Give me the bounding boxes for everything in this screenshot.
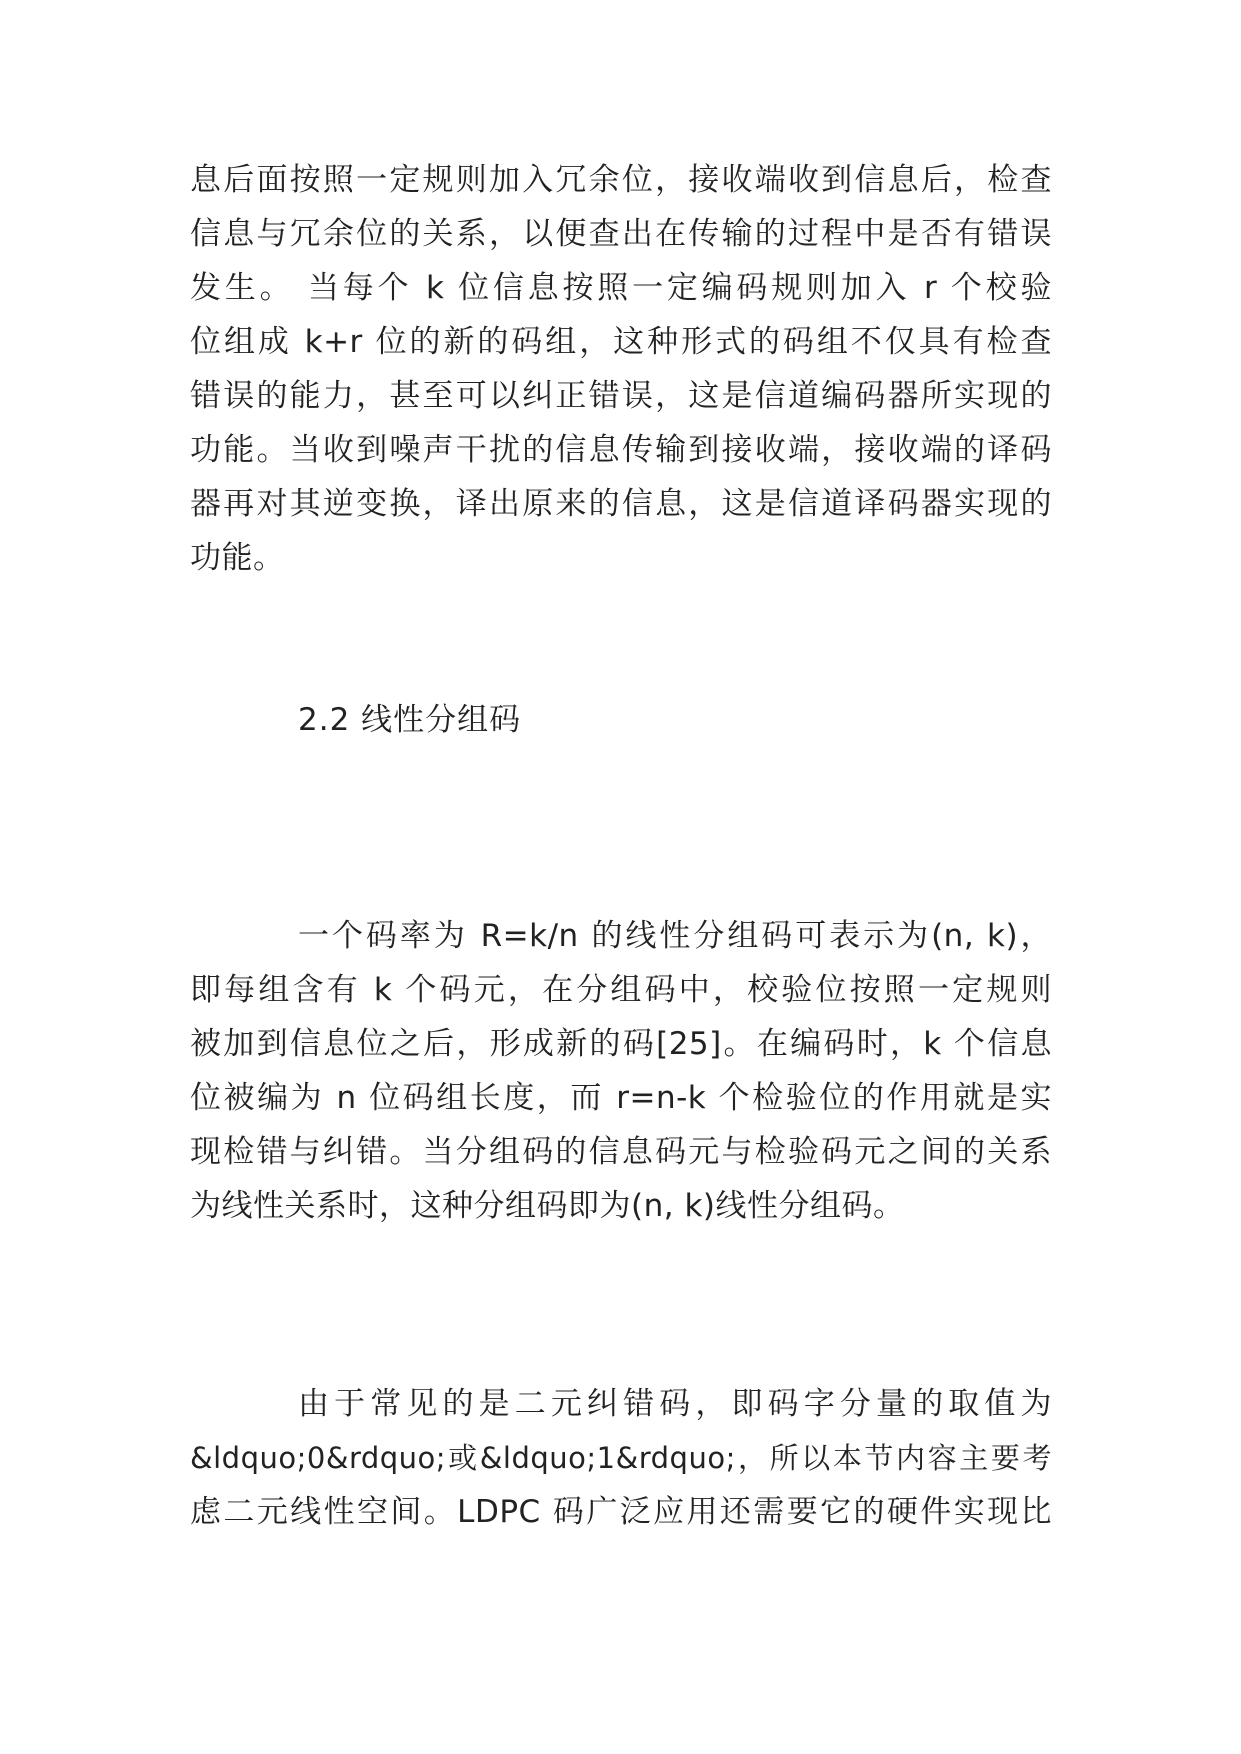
- paragraph-line: 现检错与纠错。当分组码的信息码元与检验码元之间的关系: [190, 1134, 1052, 1170]
- paragraph-line: 由于常见的是二元纠错码，即码字分量的取值为: [298, 1386, 1052, 1422]
- paragraph-line: 位组成 k+r 位的新的码组，这种形式的码组不仅具有检查: [190, 324, 1052, 360]
- paragraph-line: 功能。: [190, 540, 285, 576]
- paragraph-line: 功能。当收到噪声干扰的信息传输到接收端，接收端的译码: [190, 432, 1052, 468]
- paragraph-line: 信息与冗余位的关系，以便查出在传输的过程中是否有错误: [190, 216, 1052, 252]
- paragraph-line: 一个码率为 R=k/n 的线性分组码可表示为(n, k)，: [298, 918, 1052, 954]
- paragraph-line: 器再对其逆变换，译出原来的信息，这是信道译码器实现的: [190, 486, 1052, 522]
- paragraph-line: 位被编为 n 位码组长度，而 r=n-k 个检验位的作用就是实: [190, 1080, 1052, 1116]
- paragraph-line: &ldquo;0&rdquo;或&ldquo;1&rdquo;，所以本节内容主要考: [190, 1441, 1052, 1475]
- paragraph-line: 虑二元线性空间。LDPC 码广泛应用还需要它的硬件实现比: [190, 1494, 1052, 1530]
- section-heading: 2.2 线性分组码: [298, 702, 522, 738]
- paragraph-line: 为线性关系时，这种分组码即为(n, k)线性分组码。: [190, 1188, 905, 1224]
- paragraph-line: 错误的能力，甚至可以纠正错误，这是信道编码器所实现的: [190, 378, 1052, 414]
- paragraph-line: 息后面按照一定规则加入冗余位，接收端收到信息后，检查: [190, 162, 1052, 198]
- paragraph-line: 被加到信息位之后，形成新的码[25]。在编码时，k 个信息: [190, 1026, 1052, 1062]
- paragraph-line: 即每组含有 k 个码元，在分组码中，校验位按照一定规则: [190, 972, 1052, 1008]
- paragraph-line: 发生。 当每个 k 位信息按照一定编码规则加入 r 个校验: [190, 270, 1052, 306]
